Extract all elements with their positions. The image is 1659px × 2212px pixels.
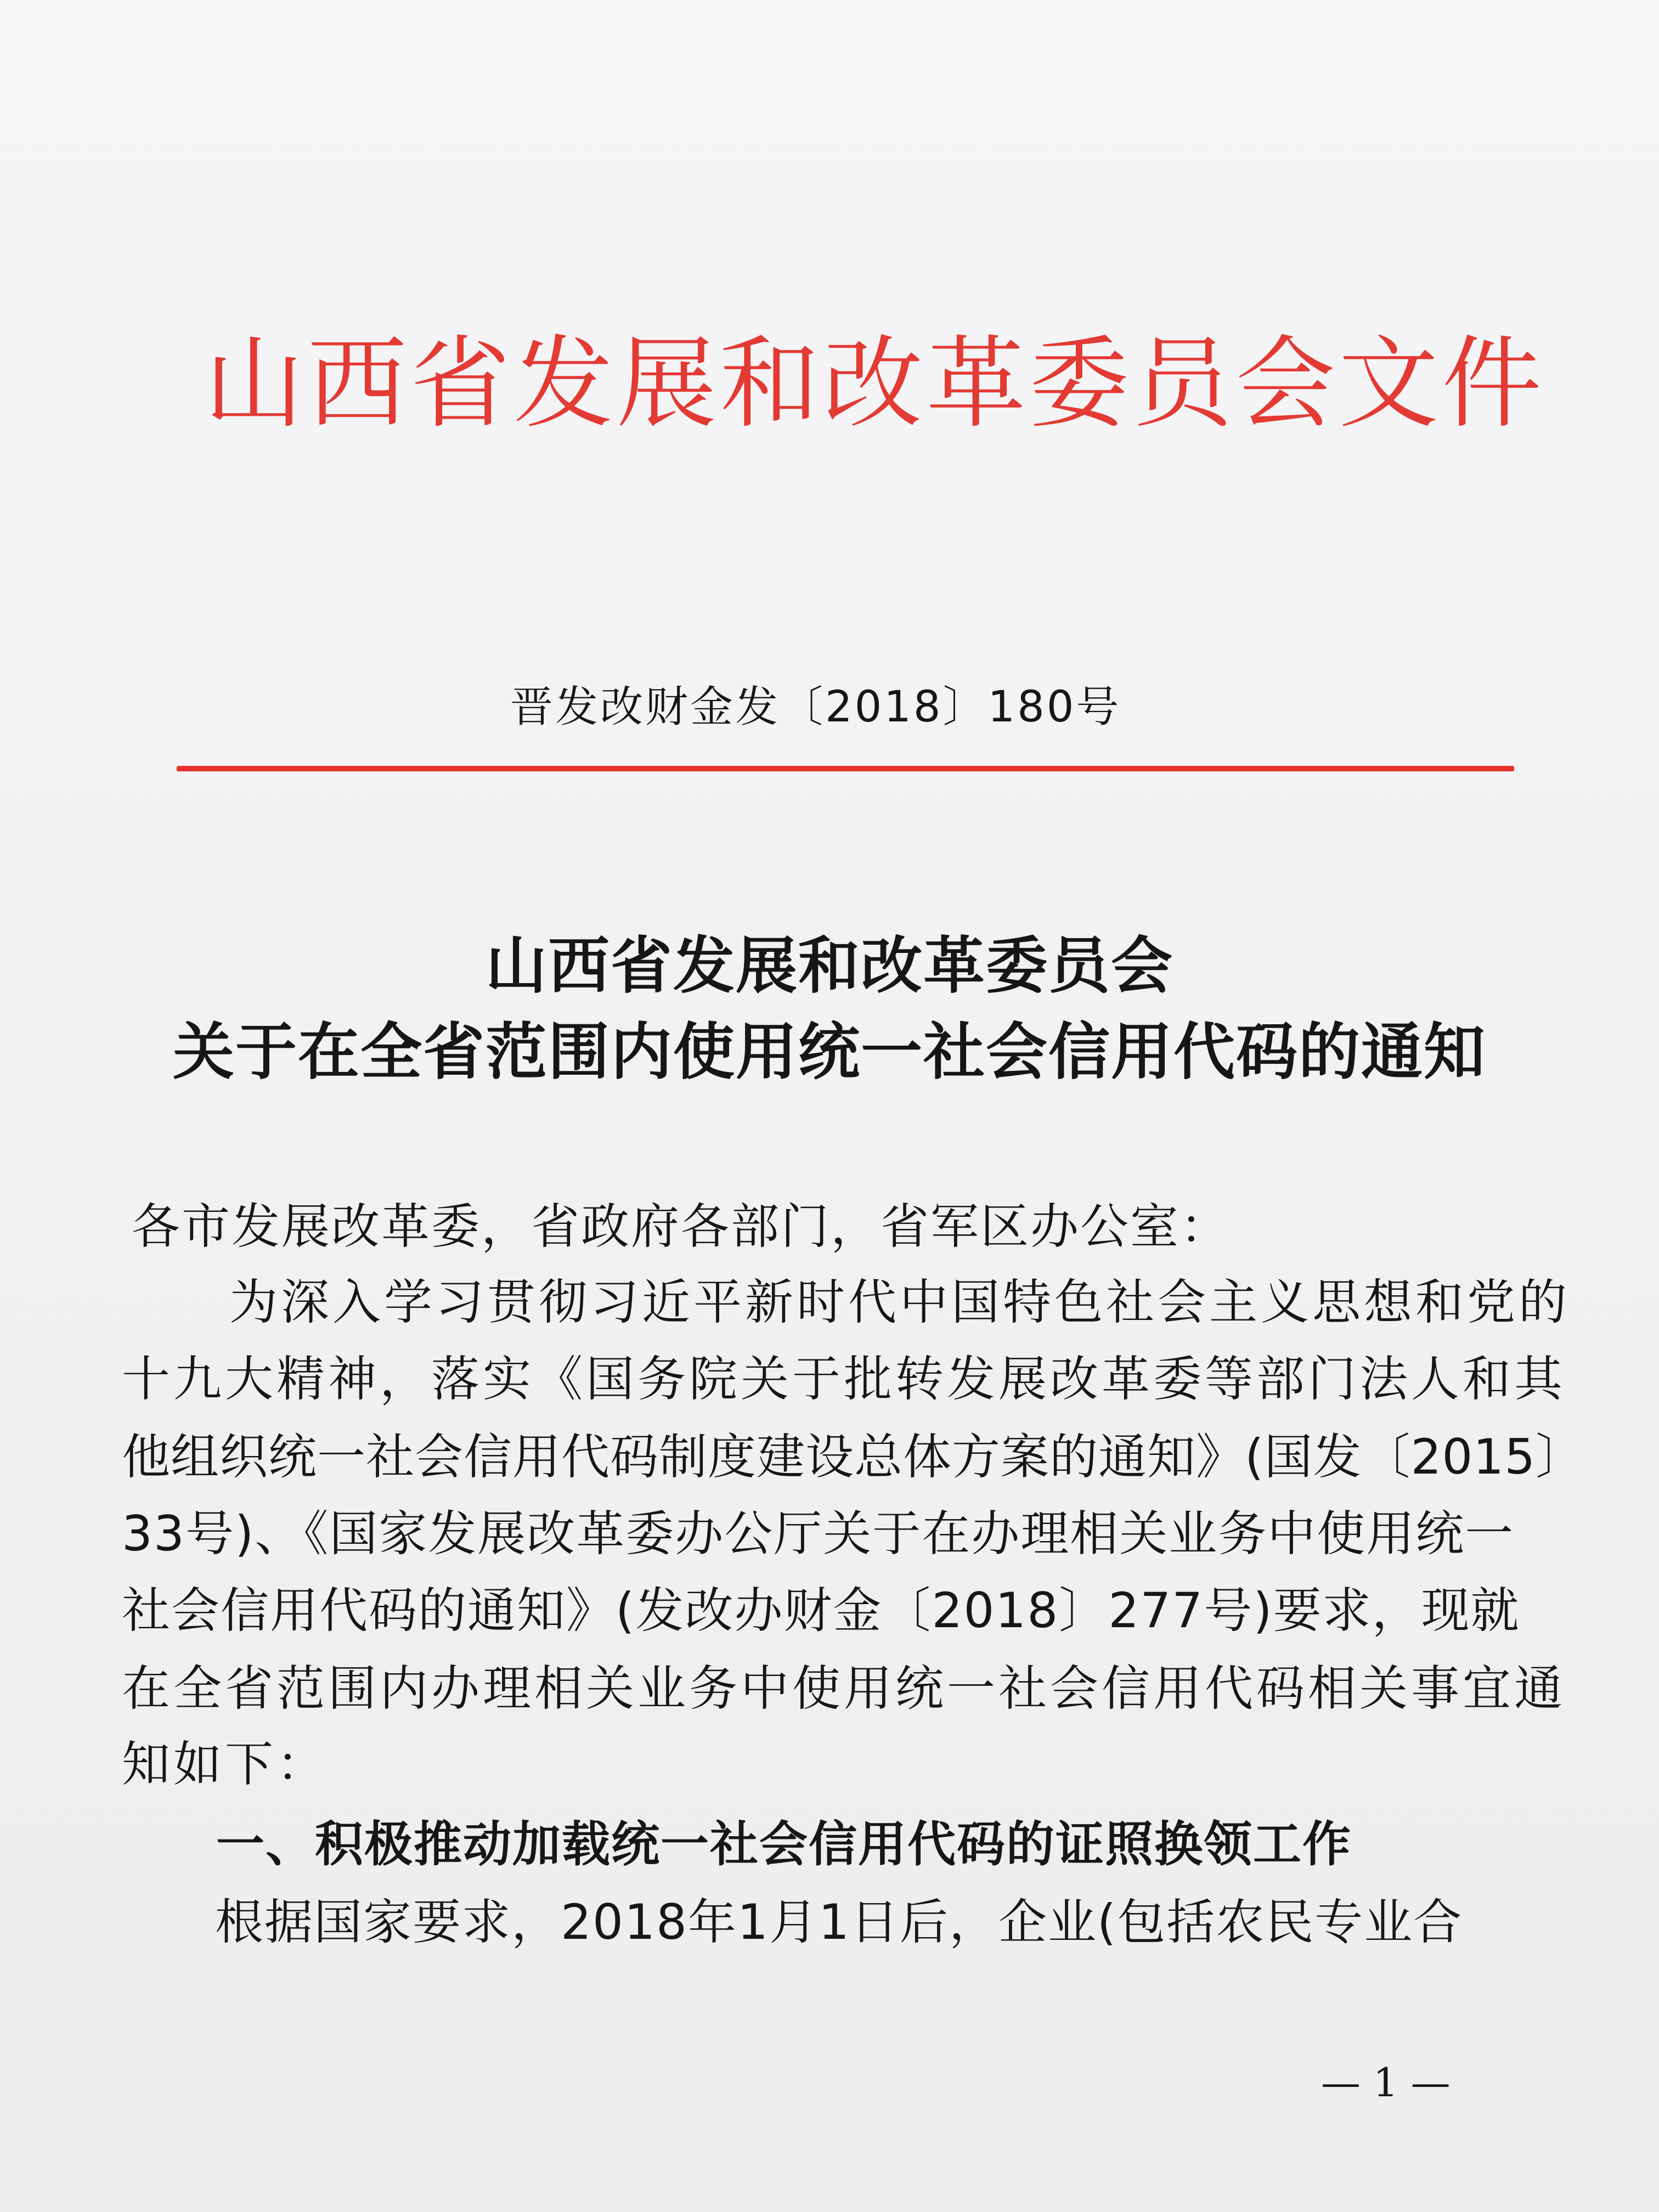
paragraph-line: 为深入学习贯彻习近平新时代中国特色社会主义思想和党的 — [229, 1274, 1571, 1330]
paragraph-line: 33号)、《国家发展改革委办公厅关于在办理相关业务中使用统一 — [122, 1505, 1515, 1562]
paragraph-line: 十九大精神，落实《国务院关于批转发展改革委等部门法人和其 — [122, 1351, 1566, 1407]
paragraph-line: 根据国家要求，2018年1月1日后，企业(包括农民专业合 — [215, 1894, 1463, 1950]
red-divider-line — [177, 766, 1514, 771]
addressee-line: 各市发展改革委，省政府各部门，省军区办公室： — [132, 1198, 1231, 1255]
paragraph-line: 他组织统一社会信用代码制度建设总体方案的通知》(国发〔2015〕 — [122, 1429, 1585, 1485]
notice-title-line-2: 关于在全省范围内使用统一社会信用代码的通知 — [173, 1017, 1486, 1088]
section-heading: 一、积极推动加载统一社会信用代码的证照换领工作 — [216, 1816, 1352, 1872]
page-number: — 1 — — [1321, 2059, 1451, 2106]
notice-title-line-1: 山西省发展和改革委员会 — [486, 930, 1173, 1002]
document-number: 晋发改财金发〔2018〕180号 — [510, 682, 1121, 732]
paragraph-line: 社会信用代码的通知》(发改办财金〔2018〕277号)要求，现就 — [122, 1582, 1520, 1639]
paragraph-line: 知如下： — [122, 1736, 329, 1792]
document-masthead: 山西省发展和改革委员会文件 — [204, 325, 1545, 442]
paragraph-line: 在全省范围内办理相关业务中使用统一社会信用代码相关事宜通 — [122, 1660, 1566, 1717]
